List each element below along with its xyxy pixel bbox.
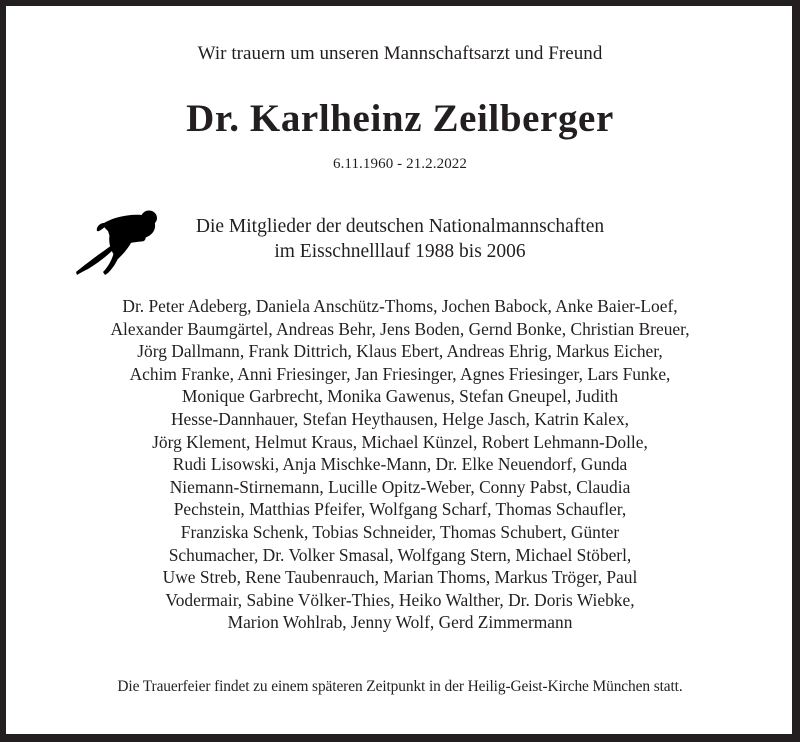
names-line: Marion Wohlrab, Jenny Wolf, Gerd Zimmermann [227,612,573,633]
mourners-names-list [40,295,760,634]
names-line: Franziska Schenk, Tobias Schneider, Thomas Schubert, Günter [180,521,620,542]
speed-skater-icon [74,205,164,277]
names-line: Niemann-Stirnemann, Lucille Opitz-Weber, Conny Pabst, Claudia [169,476,631,497]
mourners-heading-line-2: im Eisschnelllauf 1988 bis 2006 [274,241,526,262]
names-line: Rudi Lisowski, Anja Mischke-Mann, Dr. Elke Neuendorf, Gunda [172,454,628,475]
names-line: Achim Franke, Anni Friesinger, Jan Friesinger, Agnes Friesinger, Lars Funke, [129,363,671,384]
names-line: Alexander Baumgärtel, Andreas Behr, Jens Boden, Gernd Bonke, Christian Breuer, [110,318,690,339]
funeral-service-note: Die Trauerfeier findet zu einem späteren Zeitpunkt in der Heilig-Geist-Kirche München statt. [117,678,683,695]
names-line: Jörg Dallmann, Frank Dittrich, Klaus Ebert, Andreas Ehrig, Markus Eicher, [137,341,663,362]
deceased-name-heading: Dr. Karlheinz Zeilberger [186,97,614,140]
names-line: Monique Garbrecht, Monika Gawenus, Stefan Gneupel, Judith [181,386,619,407]
names-line: Hesse-Dannhauer, Stefan Heythausen, Helge Jasch, Katrin Kalex, [170,408,630,429]
mourners-heading-line-1: Die Mitglieder der deutschen Nationalmannschaften [195,216,605,237]
intro-text: Wir trauern um unseren Mannschaftsarzt und Freund [197,43,603,64]
life-dates: 6.11.1960 - 21.2.2022 [332,156,468,172]
mourners-heading [160,214,640,264]
names-line: Uwe Streb, Rene Taubenrauch, Marian Thoms, Markus Tröger, Paul [162,567,638,588]
names-line: Schumacher, Dr. Volker Smasal, Wolfgang Stern, Michael Stöberl, [168,544,632,565]
names-line: Dr. Peter Adeberg, Daniela Anschütz-Thoms, Jochen Babock, Anke Baier-Loef, [122,296,678,316]
names-line: Vodermair, Sabine Völker-Thies, Heiko Walther, Dr. Doris Wiebke, [165,589,635,610]
names-line: Pechstein, Matthias Pfeifer, Wolfgang Scharf, Thomas Schaufler, [173,499,627,520]
names-line: Jörg Klement, Helmut Kraus, Michael Künzel, Robert Lehmann-Dolle, [152,431,648,452]
